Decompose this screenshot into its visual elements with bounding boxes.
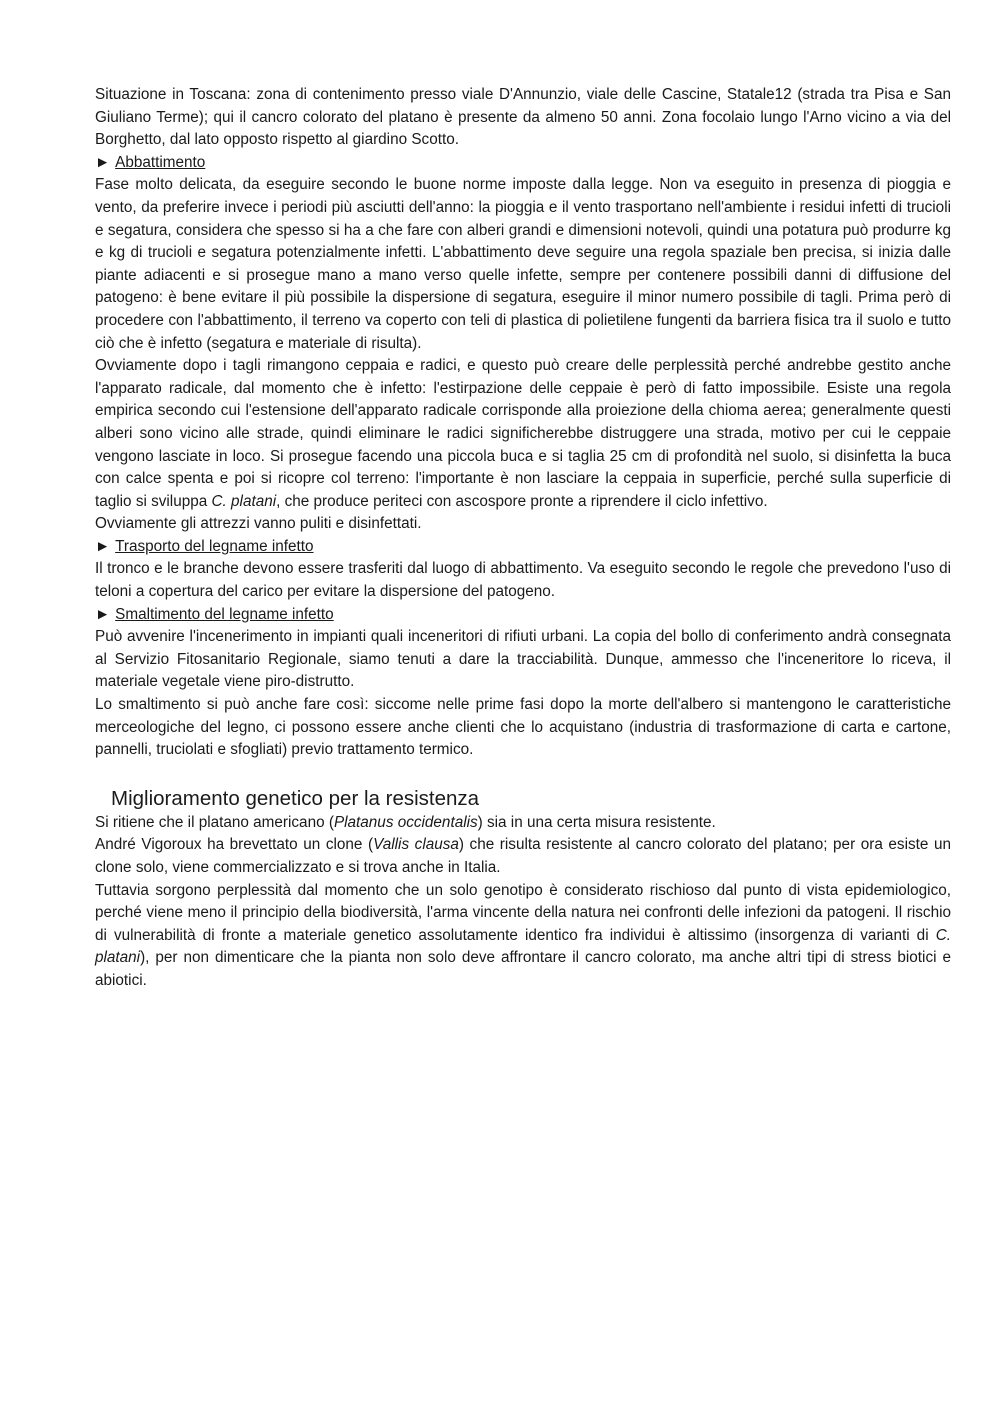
abbattimento-heading-label: Abbattimento (115, 153, 206, 171)
resistenza-paragraph-3: Tuttavia sorgono perplessità dal momento che un solo genotipo è considerato rischioso dal punto di vista epidemiologico, perché viene meno il principio della biodiversità, l'arma vincente della natura nei confronti delle infezioni da patogeni. Il rischio di vulnerabilità di fronte a materiale genetico assolutamente identico fra individui è altissimo (insorgenza di varianti di C. platani), per non dimenticare che la pianta non solo deve affrontare il cancro colorato, ma anche altri tipi di stress biotici e abiotici. (95, 881, 951, 989)
triangle-bullet-icon: ► (95, 605, 111, 623)
clone-name: Vallis clausa (373, 836, 459, 854)
page-content (95, 84, 951, 993)
triangle-bullet-icon: ► (95, 537, 111, 555)
intro-paragraph: Situazione in Toscana: zona di contenimento presso viale D'Annunzio, viale delle Cascine, Statale12 (strada tra Pisa e San Giuliano Terme); qui il cancro colorato del platano è presente da almeno 50 anni. Zona focolaio lungo l'Arno vicino a via del Borghetto, dal lato opposto rispetto al giardino Scotto. (95, 86, 951, 149)
trasporto-heading-label: Trasporto del legname infetto (115, 537, 314, 555)
smaltimento-heading (95, 604, 951, 627)
resistenza-paragraph-2: André Vigoroux ha brevettato un clone (Vallis clausa) che risulta resistente al cancro colorato del platano; per ora esiste un clone solo, viene commercializzato e si trova anche in Italia. (95, 836, 951, 876)
abbattimento-paragraph-1: Fase molto delicata, da eseguire secondo le buone norme imposte dalla legge. Non va eseguito in presenza di pioggia e vento, da preferire invece i periodi più asciutti dell'anno: la pioggia e il vento trasportano nell'ambiente i residui infetti di trucioli e segatura, considera che spesso si ha a che fare con alberi grandi e dimensioni notevoli, quindi una potatura può produrre kg e kg di trucioli e segatura potenzialmente infetti. L'abbattimento deve seguire una regola spaziale ben precisa, si inizia dalle piante adiacenti e si prosegue mano a mano verso quelle infette, sempre per contenere possibili danni di diffusione del patogeno: è bene evitare il più possibile la dispersione di segatura, eseguire il minor numero possibile di tagli. Prima però di procedere con l'abbattimento, il terreno va coperto con teli di plastica di polietilene fungenti da barriera fisica tra il suolo e tutto ciò che è infetto (segatura e materiale di risulta). (95, 176, 951, 352)
resistenza-paragraph-1: Si ritiene che il platano americano (Platanus occidentalis) sia in una certa misura resistente. (95, 813, 716, 831)
trasporto-paragraph: Il tronco e le branche devono essere trasferiti dal luogo di abbattimento. Va eseguito secondo le regole che prevedono l'uso di teloni a copertura del carico per evitare la dispersione del patogeno. (95, 560, 951, 601)
abbattimento-paragraph-2: Ovviamente dopo i tagli rimangono ceppaia e radici, e questo può creare delle perplessità perché andrebbe gestito anche l'apparato radicale, dal momento che è infetto: l'estirpazione delle ceppaie è però di fatto impossibile. Esiste una regola empirica secondo cui l'estensione dell'apparato radicale corrisponde alla proiezione della chioma aerea; generalmente questi alberi sono vicino alle strade, quindi eliminare le radici significherebbe distruggere una strada, motivo per cui le ceppaie vengono lasciate in loco. Si prosegue facendo una piccola buca e si taglia 25 cm di profondità nel suolo, si disinfetta la buca con calce spenta e poi si ricopre col terreno: l'importante è non lasciare la ceppaia in superficie, perché sulla superficie di taglio si sviluppa C. platani, che produce periteci con ascospore pronte a riprendere il ciclo infettivo. (95, 357, 951, 510)
species-name: C. platani (95, 926, 951, 967)
abbattimento-heading (95, 152, 951, 175)
section-title: Miglioramento genetico per la resistenza (111, 786, 480, 810)
smaltimento-heading-label: Smaltimento del legname infetto (115, 605, 334, 623)
species-name: Platanus occidentalis (333, 813, 478, 831)
triangle-bullet-icon: ► (95, 153, 111, 171)
species-name: C. platani (211, 492, 277, 510)
abbattimento-paragraph-3: Ovviamente gli attrezzi vanno puliti e disinfettati. (95, 515, 422, 533)
smaltimento-paragraph-1: Può avvenire l'incenerimento in impianti quali inceneritori di rifiuti urbani. La copia del bollo di conferimento andrà consegnata al Servizio Fitosanitario Regionale, siamo tenuti a dare la tracciabilità. Dunque, ammesso che l'inceneritore lo riceva, il materiale vegetale viene piro-distrutto. (95, 628, 951, 691)
smaltimento-paragraph-2: Lo smaltimento si può anche fare così: siccome nelle prime fasi dopo la morte dell'albero si mantengono le caratteristiche merceologiche del legno, ci possono essere anche clienti che lo acquistano (industria di trasformazione di carta e cartone, pannelli, truciolati e sfogliati) previo trattamento termico. (95, 696, 951, 759)
trasporto-heading (95, 536, 951, 559)
